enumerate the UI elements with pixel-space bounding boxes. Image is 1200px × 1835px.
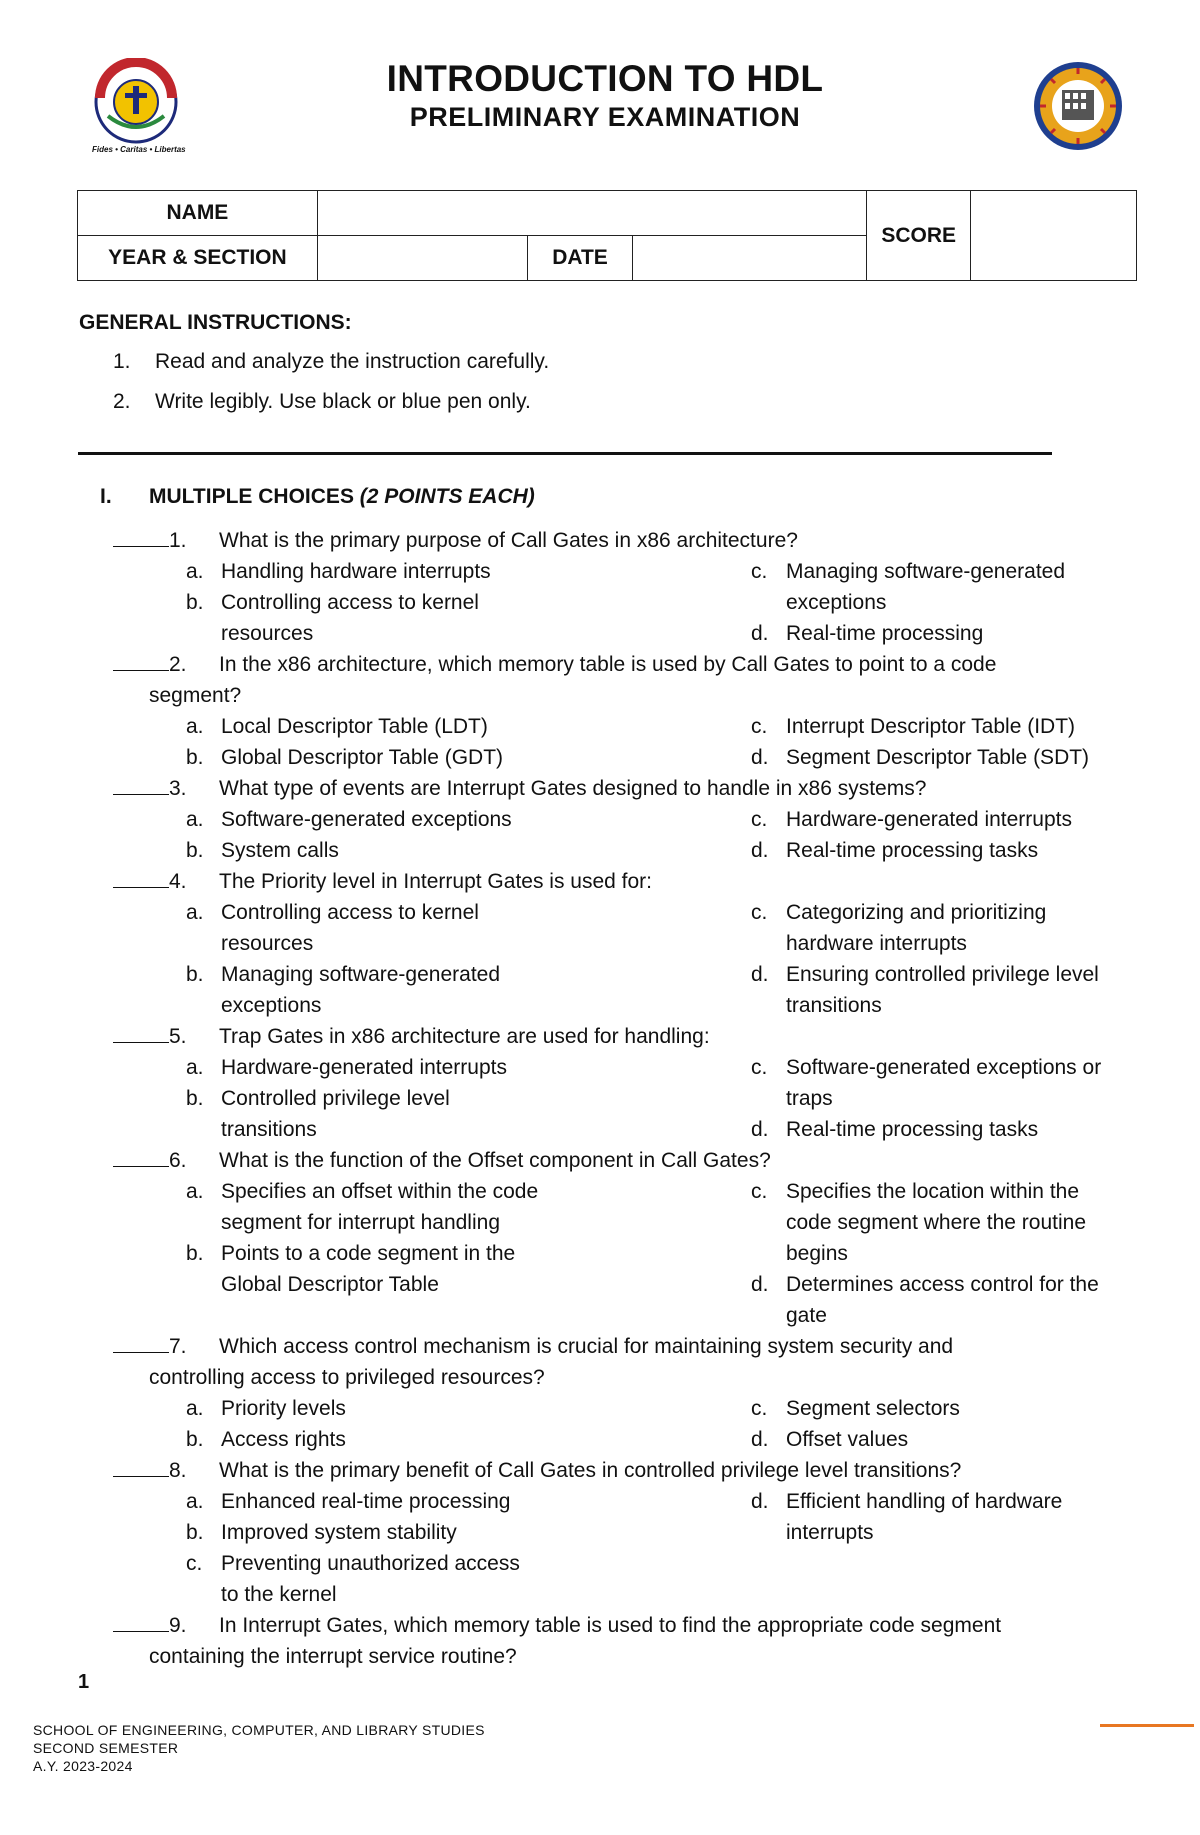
option-text: Specifies an offset within the code (221, 1180, 539, 1203)
question-text: In Interrupt Gates, which memory table is used to find the appropriate code segment (219, 1614, 1002, 1637)
question-text-continued: segment? (149, 684, 242, 707)
option-text: Controlled privilege level (221, 1087, 450, 1110)
option-letter: b. (186, 1521, 204, 1544)
option-text: Local Descriptor Table (LDT) (221, 715, 488, 738)
option-a (186, 1393, 586, 1424)
question-6 (113, 1145, 771, 1176)
answer-blank[interactable] (113, 528, 169, 547)
option-text: Improved system stability (221, 1521, 457, 1544)
option-text: exceptions (786, 591, 887, 614)
option-text: Priority levels (221, 1397, 346, 1420)
date-label: DATE (527, 236, 633, 281)
option-a (186, 897, 586, 959)
question-text: The Priority level in Interrupt Gates is used for: (219, 870, 653, 893)
question-text: What is the primary benefit of Call Gates in controlled privilege level transitions? (219, 1459, 962, 1482)
question-number: 6. (169, 1149, 187, 1172)
option-c (186, 1548, 586, 1610)
option-c (751, 897, 1151, 959)
option-text: Interrupt Descriptor Table (IDT) (786, 715, 1076, 738)
question-text: In the x86 architecture, which memory table is used by Call Gates to point to a code (219, 653, 997, 676)
option-d (751, 835, 1151, 866)
question-4 (113, 866, 653, 897)
option-text: Segment selectors (786, 1397, 960, 1420)
option-letter: a. (186, 808, 204, 831)
option-a (186, 1486, 586, 1517)
option-d (751, 742, 1151, 773)
option-letter: c. (751, 808, 768, 831)
footer-accent-line (1100, 1724, 1194, 1727)
exam-subtitle: PRELIMINARY EXAMINATION (409, 102, 801, 132)
option-letter: b. (186, 1242, 204, 1265)
option-letter: d. (751, 1428, 769, 1451)
option-text: transitions (221, 1118, 317, 1141)
option-text: Specifies the location within the (786, 1180, 1080, 1203)
option-a (186, 556, 586, 587)
option-letter: b. (186, 746, 204, 769)
option-text: System calls (221, 839, 339, 862)
option-text: Segment Descriptor Table (SDT) (786, 746, 1090, 769)
option-text: Enhanced real-time processing (221, 1490, 511, 1513)
option-text: Determines access control for the (786, 1273, 1099, 1296)
option-letter: c. (751, 1056, 768, 1079)
footer-school: SCHOOL OF ENGINEERING, COMPUTER, AND LIBRARY STUDIES (33, 1722, 485, 1738)
option-text: Offset values (786, 1428, 909, 1451)
department-logo (1032, 60, 1124, 152)
option-letter: a. (186, 1490, 204, 1513)
question-1 (113, 525, 798, 556)
option-text: resources (221, 932, 314, 955)
option-text: to the kernel (221, 1583, 337, 1606)
option-text: gate (786, 1304, 827, 1327)
option-letter: a. (186, 1397, 204, 1420)
option-b (186, 835, 586, 866)
option-letter: a. (186, 901, 204, 924)
option-text: Ensuring controlled privilege level (786, 963, 1099, 986)
option-text: Real-time processing (786, 622, 984, 645)
instruction-text: Read and analyze the instruction carefully. (155, 350, 550, 373)
question-text: Which access control mechanism is crucial for maintaining system security and (219, 1335, 954, 1358)
score-field[interactable] (971, 191, 1137, 281)
option-text: code segment where the routine (786, 1211, 1087, 1234)
instruction-number: 1. (113, 350, 131, 373)
option-text: Hardware-generated interrupts (221, 1056, 507, 1079)
option-text: Real-time processing tasks (786, 1118, 1039, 1141)
option-text: Controlling access to kernel (221, 901, 479, 924)
option-a (186, 804, 586, 835)
option-letter: c. (751, 560, 768, 583)
option-letter: d. (751, 1273, 769, 1296)
option-letter: c. (751, 1397, 768, 1420)
option-text: Efficient handling of hardware (786, 1490, 1063, 1513)
answer-blank[interactable] (113, 1613, 169, 1632)
instruction-text: Write legibly. Use black or blue pen only. (155, 390, 531, 413)
student-info-table (77, 190, 1137, 281)
exam-title: INTRODUCTION TO HDL (386, 58, 824, 99)
option-text: Software-generated exceptions or (786, 1056, 1102, 1079)
option-b (186, 1238, 586, 1300)
option-b (186, 959, 586, 1021)
answer-blank[interactable] (113, 869, 169, 888)
option-text: Global Descriptor Table (221, 1273, 439, 1296)
option-b (186, 1517, 586, 1548)
option-text: Software-generated exceptions (221, 808, 512, 831)
option-text: interrupts (786, 1521, 874, 1544)
option-a (186, 1176, 586, 1238)
question-9 (113, 1610, 1002, 1641)
year-section-label: YEAR & SECTION (78, 236, 318, 281)
option-d (751, 1486, 1151, 1548)
option-letter: b. (186, 1428, 204, 1451)
question-number: 2. (169, 653, 187, 676)
option-letter: d. (751, 1118, 769, 1141)
answer-blank[interactable] (113, 1458, 169, 1477)
date-field[interactable] (633, 236, 867, 281)
section-title (149, 485, 535, 509)
option-letter: a. (186, 1056, 204, 1079)
option-a (186, 711, 586, 742)
option-c (751, 1052, 1151, 1114)
option-text: Points to a code segment in the (221, 1242, 516, 1265)
question-number: 4. (169, 870, 187, 893)
option-letter: c. (186, 1552, 203, 1575)
question-5 (113, 1021, 710, 1052)
option-c (751, 556, 1151, 618)
option-c (751, 1176, 1151, 1269)
option-text: begins (786, 1242, 848, 1265)
question-text: Trap Gates in x86 architecture are used for handling: (219, 1025, 710, 1048)
option-text: resources (221, 622, 314, 645)
score-label: SCORE (867, 191, 971, 281)
option-letter: b. (186, 591, 204, 614)
divider (78, 452, 1052, 455)
question-number: 9. (169, 1614, 187, 1637)
option-b (186, 1424, 586, 1455)
instruction-item (113, 390, 531, 414)
option-d (751, 1114, 1151, 1145)
instruction-number: 2. (113, 390, 131, 413)
question-number: 7. (169, 1335, 187, 1358)
option-letter: b. (186, 963, 204, 986)
option-letter: c. (751, 1180, 768, 1203)
option-c (751, 1393, 1151, 1424)
option-a (186, 1052, 586, 1083)
question-number: 1. (169, 529, 187, 552)
option-c (751, 804, 1151, 835)
option-letter: d. (751, 1490, 769, 1513)
question-text: What is the function of the Offset component in Call Gates? (219, 1149, 771, 1172)
footer-semester: SECOND SEMESTER (33, 1740, 179, 1756)
section-title-text: MULTIPLE CHOICES (149, 485, 360, 508)
option-text: Controlling access to kernel (221, 591, 479, 614)
option-text: exceptions (221, 994, 322, 1017)
option-text: traps (786, 1087, 833, 1110)
option-letter: d. (751, 746, 769, 769)
option-text: transitions (786, 994, 882, 1017)
question-number: 5. (169, 1025, 187, 1048)
option-b (186, 1083, 586, 1145)
option-letter: a. (186, 1180, 204, 1203)
option-d (751, 1269, 1151, 1331)
section-number: I. (100, 485, 112, 508)
question-number: 8. (169, 1459, 187, 1482)
option-letter: b. (186, 1087, 204, 1110)
question-2 (113, 649, 997, 680)
option-text: hardware interrupts (786, 932, 967, 955)
name-field[interactable] (317, 191, 866, 236)
year-section-field[interactable] (317, 236, 527, 281)
option-text: Handling hardware interrupts (221, 560, 491, 583)
question-text-continued: controlling access to privileged resources? (149, 1366, 545, 1389)
option-text: Global Descriptor Table (GDT) (221, 746, 504, 769)
option-text: Real-time processing tasks (786, 839, 1039, 862)
instructions-heading: GENERAL INSTRUCTIONS: (79, 311, 352, 334)
answer-blank[interactable] (113, 652, 169, 671)
option-c (751, 711, 1151, 742)
option-letter: c. (751, 715, 768, 738)
option-letter: d. (751, 622, 769, 645)
option-letter: d. (751, 839, 769, 862)
question-7 (113, 1331, 954, 1362)
section-points: (2 POINTS EACH) (359, 485, 535, 508)
answer-blank[interactable] (113, 1334, 169, 1353)
answer-blank[interactable] (113, 776, 169, 795)
college-logo-motto: Fides • Caritas • Libertas (92, 145, 186, 154)
option-d (751, 1424, 1151, 1455)
option-text: Managing software-generated (786, 560, 1066, 583)
option-letter: d. (751, 963, 769, 986)
instruction-item (113, 350, 550, 374)
option-b (186, 587, 586, 649)
name-label: NAME (78, 191, 318, 236)
option-letter: a. (186, 715, 204, 738)
question-text-continued: containing the interrupt service routine? (149, 1645, 517, 1668)
option-letter: c. (751, 901, 768, 924)
question-number: 3. (169, 777, 187, 800)
option-d (751, 959, 1151, 1021)
answer-blank[interactable] (113, 1024, 169, 1043)
option-d (751, 618, 1151, 649)
option-text: Access rights (221, 1428, 346, 1451)
option-b (186, 742, 586, 773)
question-text: What type of events are Interrupt Gates designed to handle in x86 systems? (219, 777, 927, 800)
question-8 (113, 1455, 962, 1486)
answer-blank[interactable] (113, 1148, 169, 1167)
question-3 (113, 773, 927, 804)
option-text: Categorizing and prioritizing (786, 901, 1047, 924)
page-number: 1 (78, 1671, 90, 1693)
option-letter: a. (186, 560, 204, 583)
option-text: segment for interrupt handling (221, 1211, 500, 1234)
option-letter: b. (186, 839, 204, 862)
option-text: Managing software-generated (221, 963, 501, 986)
option-text: Hardware-generated interrupts (786, 808, 1072, 831)
footer-academic-year: A.Y. 2023-2024 (33, 1758, 133, 1774)
option-text: Preventing unauthorized access (221, 1552, 520, 1575)
question-text: What is the primary purpose of Call Gates in x86 architecture? (219, 529, 798, 552)
